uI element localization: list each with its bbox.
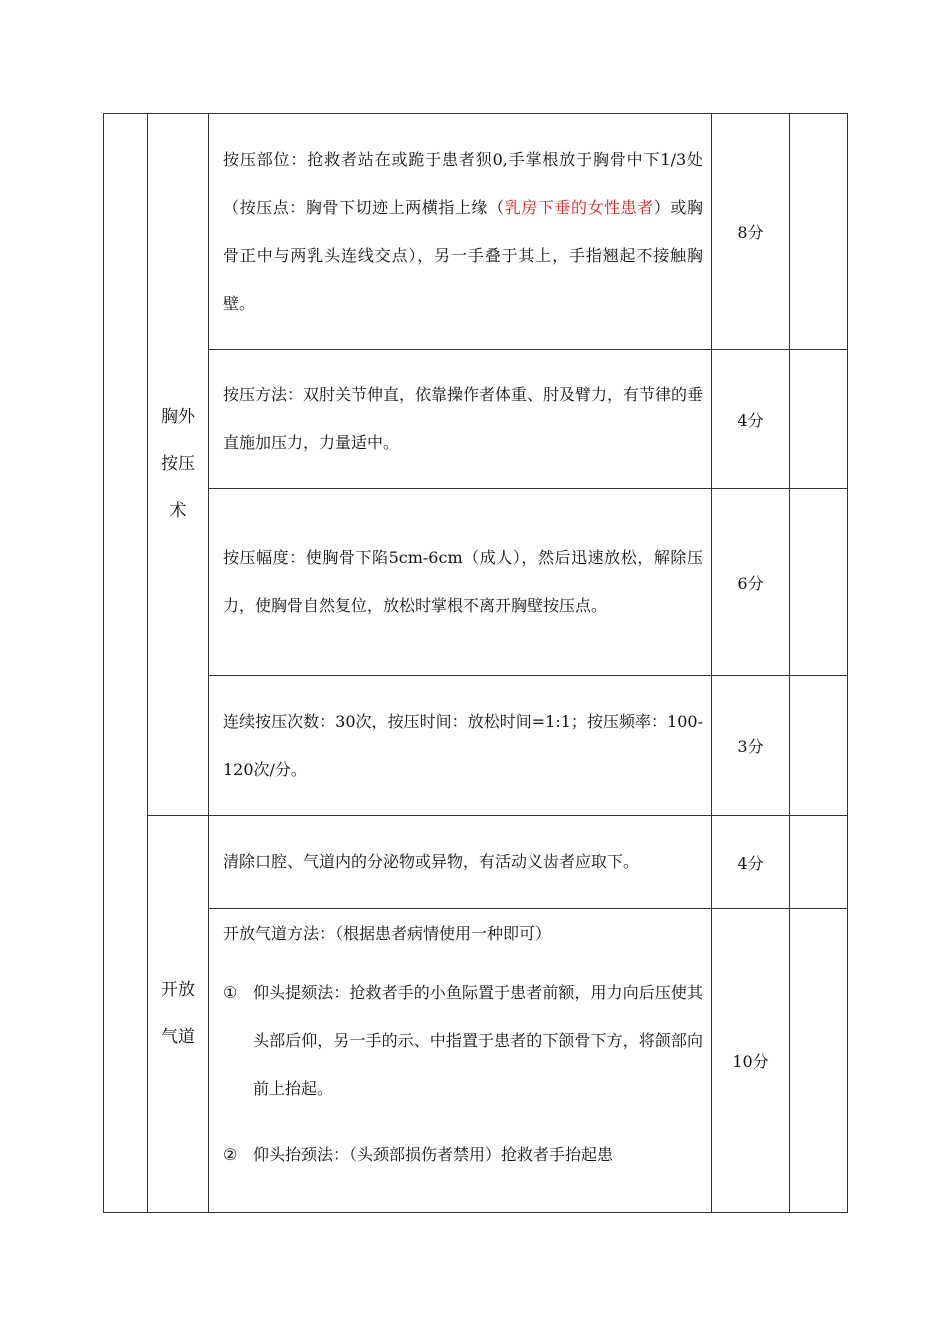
item-text: 按压幅度：使胸骨下陷5cm-6cm（成人），然后迅速放松，解除压力，使胸骨自然复位，放松时掌根不离开胸壁按压点。: [223, 548, 703, 615]
method-text: 仰头提颏法：抢救者手的小鱼际置于患者前额，用力向后压使其头部后仰，另一手的示、中指置于患者的下颌骨下方，将颌部向前上抬起。: [253, 983, 703, 1098]
item-airway-methods: [209, 909, 712, 1213]
method-number: ①: [223, 983, 238, 1002]
method-number: ②: [223, 1145, 238, 1164]
item-text: 清除口腔、气道内的分泌物或异物，有活动义齿者应取下。: [223, 852, 640, 871]
item-clear-airway: [209, 816, 712, 909]
score-cell: 8分: [712, 114, 790, 350]
table-row: [104, 816, 848, 909]
score-cell: 4分: [712, 350, 790, 489]
item-compression-depth: [209, 489, 712, 676]
score-cell: 3分: [712, 676, 790, 816]
table-row: [104, 676, 848, 816]
method-item: [223, 1131, 703, 1179]
category-chest-compression: [148, 114, 209, 816]
category-open-airway: [148, 816, 209, 1213]
blank-last-column: [790, 676, 848, 816]
category-line: 术: [169, 501, 187, 521]
method-block: [209, 923, 711, 1179]
scoring-table: [103, 113, 848, 1213]
category-line: 按压: [161, 454, 195, 474]
method-text: 仰头抬颈法：（头颈部损伤者禁用）抢救者手抬起患: [253, 1145, 614, 1164]
blank-first-column: [104, 114, 148, 1213]
method-intro: 开放气道方法：（根据患者病情使用一种即可）: [223, 924, 552, 943]
table-row: [104, 909, 848, 1213]
method-item: [223, 969, 703, 1113]
category-line: 开放: [161, 980, 195, 1000]
table-row: [104, 350, 848, 489]
item-compression-count: [209, 676, 712, 816]
item-compression-method: [209, 350, 712, 489]
blank-last-column: [790, 909, 848, 1213]
blank-last-column: [790, 816, 848, 909]
item-compression-position: [209, 114, 712, 350]
item-text: 按压方法：双肘关节伸直，依靠操作者体重、肘及臂力，有节律的垂直施加压力，力量适中。: [223, 385, 704, 452]
item-text: 连续按压次数：30次，按压时间：放松时间=1:1；按压频率：100-120次/分。: [223, 711, 703, 779]
score-cell: 4分: [712, 816, 790, 909]
table-row: [104, 489, 848, 676]
score-cell: 6分: [712, 489, 790, 676]
blank-last-column: [790, 350, 848, 489]
blank-last-column: [790, 114, 848, 350]
score-cell: 10分: [712, 909, 790, 1213]
item-text: 按压部位：抢救者站在或跪于患者狈0,手掌根放于胸骨中下1/3处（按压点：胸骨下切迹上两横指上缘（乳房下垂的女性患者）或胸骨正中与两乳头连线交点），另一手叠于其上，手指翘起不接触胸壁。: [223, 149, 703, 313]
blank-last-column: [790, 489, 848, 676]
category-line: 气道: [161, 1027, 195, 1047]
table-row: [104, 114, 848, 350]
category-line: 胸外: [161, 407, 195, 427]
highlighted-text: 乳房下垂的女性患者: [504, 197, 654, 217]
